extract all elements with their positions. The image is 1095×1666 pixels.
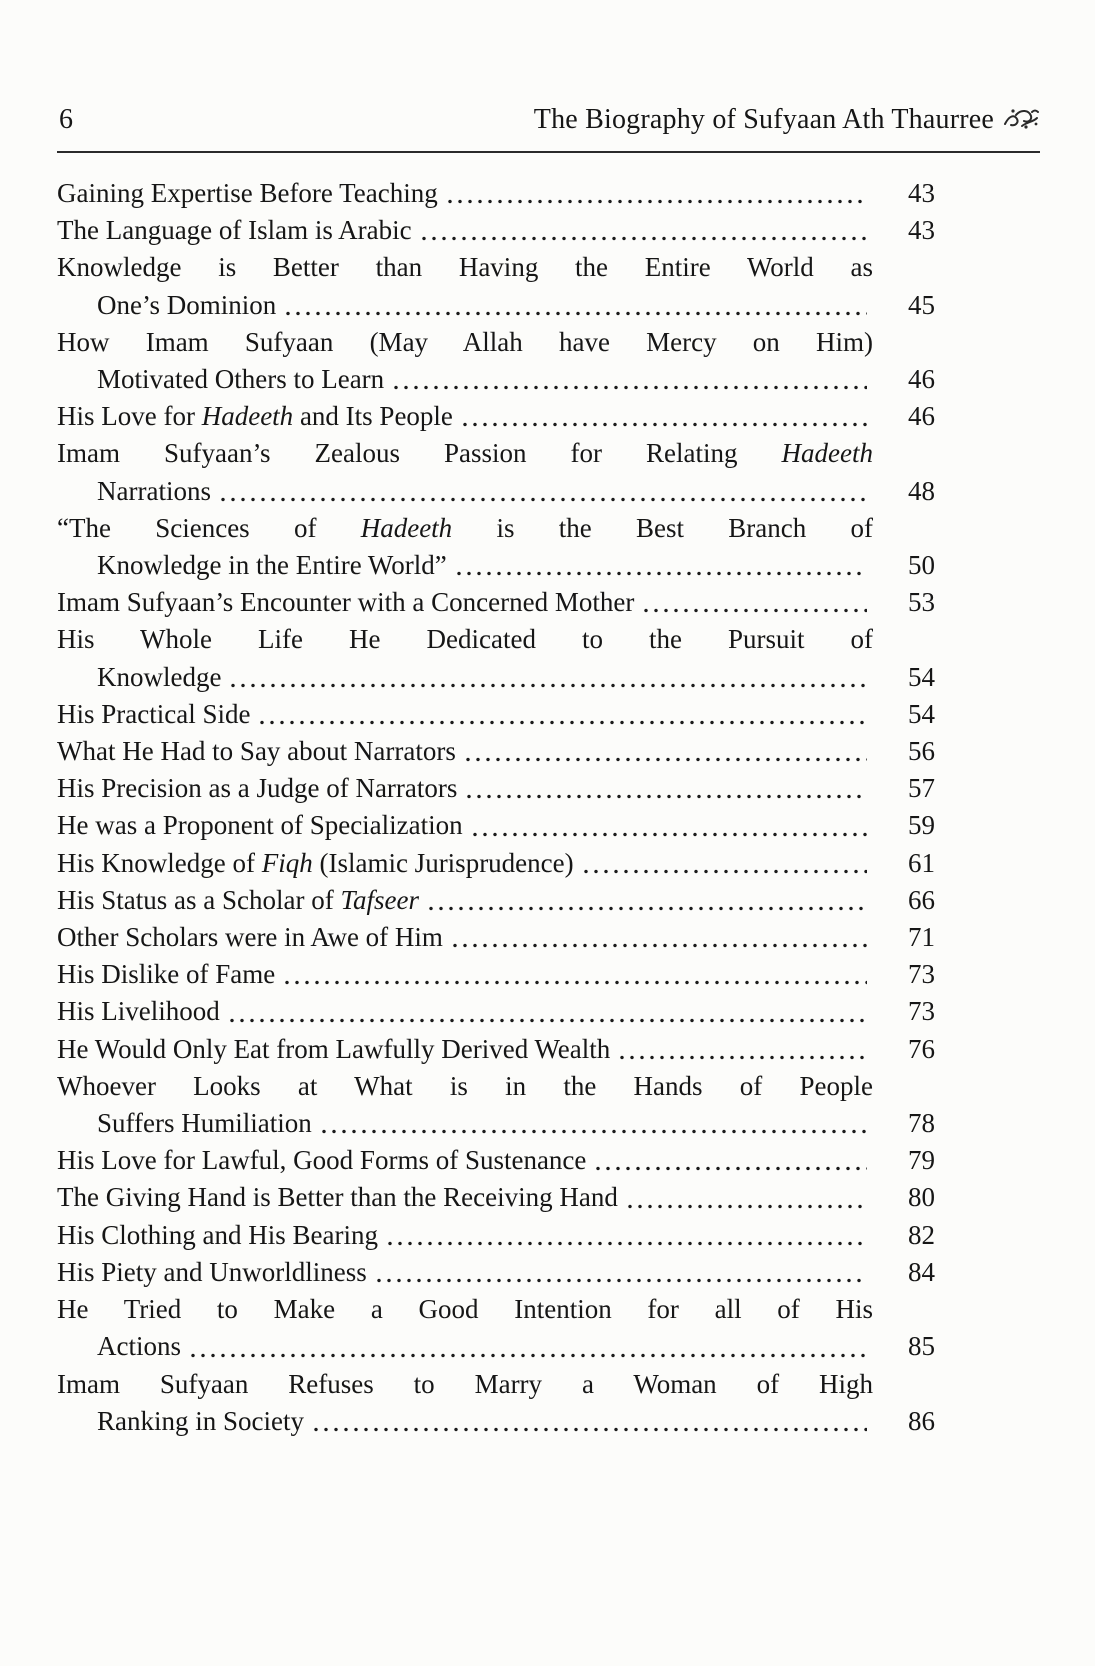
toc-line [57,398,935,435]
toc-entry-title [57,624,873,654]
dot-leader [617,1054,867,1061]
title-text: His Love for Lawful, Good Forms of Sustenance [57,1145,587,1176]
title-text: Imam Sufyaan Refuses to Marry a Woman of High [57,1368,873,1399]
dot-leader [283,310,867,317]
italic-term: Tafseer [340,884,419,915]
dot-leader [319,1128,867,1135]
toc-page-ref: 46 [908,401,935,432]
running-title-text: The Biography of Sufyaan Ath Thaurree [533,104,994,135]
italic-term: Hadeeth [781,438,873,469]
title-text: How Imam Sufyaan (May Allah have Mercy on Him) [57,326,873,357]
dot-leader [593,1165,867,1172]
toc-entry-title [57,212,412,249]
toc-entry [57,1031,935,1068]
toc-page-ref: 84 [908,1256,935,1287]
toc-entry [57,770,935,807]
toc-entry-title [57,956,275,993]
dot-leader [641,607,867,614]
toc-entry-title [57,252,873,282]
dot-leader [445,198,867,205]
toc-page-ref: 79 [908,1145,935,1176]
italic-term: Hadeeth [201,401,294,432]
toc-entry-title [57,993,220,1030]
title-text: His Status as a Scholar of [57,884,341,915]
toc-page-ref: 73 [908,996,935,1027]
toc-entry [57,510,935,584]
toc-entry [57,1179,935,1216]
toc-entry-title [57,919,443,956]
dot-leader [464,793,867,800]
title-text: His Dislike of Fame [57,959,276,990]
toc-entry-title [57,1071,873,1101]
dot-leader [311,1426,867,1433]
title-text: What He Had to Say about Narrators [57,736,456,767]
toc-line [57,473,935,510]
title-text: Imam Sufyaan’s Encounter with a Concerned Mother [57,587,635,618]
dot-leader [463,756,867,763]
toc-page-ref: 85 [908,1331,935,1362]
dot-leader [228,682,867,689]
toc-page-ref: 53 [908,587,935,618]
toc-entry [57,1366,935,1440]
toc-entry-title [57,1179,618,1216]
title-text: The Giving Hand is Better than the Receiving Hand [57,1182,618,1213]
toc-line [57,733,935,770]
toc-entry-title [57,513,873,543]
toc-line [57,212,935,249]
toc-line [57,807,935,844]
toc-page-ref: 43 [908,178,935,208]
toc-line [57,510,873,547]
toc-entry-title [57,733,456,770]
title-text: Motivated Others to Learn [97,364,385,395]
toc-line [57,584,935,621]
toc-line [57,919,935,956]
title-text: One’s Dominion [97,289,277,320]
toc-page-ref: 45 [908,289,935,320]
title-text: Imam Sufyaan’s Zealous Passion for Relating [57,438,782,469]
toc-entry [57,324,935,398]
toc-entry-title [97,473,211,510]
title-text: His Love for [57,401,202,432]
toc-line [57,1217,935,1254]
italic-term: Fiqh [261,847,313,878]
title-text: He Tried to Make a Good Intention for all of His [57,1294,873,1325]
toc-entry [57,919,935,956]
dot-leader [227,1017,867,1024]
toc-entry [57,1291,935,1365]
toc-page-ref: 56 [908,736,935,767]
title-text: Ranking in Society [97,1405,304,1436]
toc-entry-title [57,696,250,733]
toc-entry-title [57,1031,610,1068]
dot-leader [374,1277,867,1284]
title-text: Knowledge is Better than Having the Entire World as [57,252,873,283]
title-text: His Clothing and His Bearing [57,1219,378,1250]
toc-page-ref: 80 [908,1182,935,1213]
toc-entry-title [97,659,221,696]
toc-page-ref: 48 [908,475,935,506]
toc-page-ref: 86 [908,1405,935,1436]
title-text: is the Best Branch of [452,512,873,543]
toc-line [57,287,935,324]
toc-line [57,1031,935,1068]
toc-page-ref: 82 [908,1219,935,1250]
dot-leader [454,570,867,577]
toc-line [57,1328,935,1365]
toc-entry [57,882,935,919]
toc-entry-title [57,1217,378,1254]
toc-line [57,1068,873,1105]
toc-line [57,1142,935,1179]
toc-line [57,956,935,993]
title-text: Knowledge in the Entire World” [97,550,447,581]
toc-entry [57,435,935,509]
title-text: His Whole Life He Dedicated to the Pursuit of [57,624,873,655]
toc-line [57,993,935,1030]
toc-entry-title [57,584,634,621]
toc-line [57,361,935,398]
toc-line [57,659,935,696]
toc-page-ref: 71 [908,922,935,953]
header-rule [57,151,1040,153]
dot-leader [470,831,867,838]
toc-line [57,435,873,472]
title-text: Knowledge [97,661,222,692]
toc-entry-title [57,1254,367,1291]
title-text: His Knowledge of [57,847,262,878]
toc-line [57,1403,935,1440]
page-header [57,104,1040,136]
dot-leader [581,868,867,875]
title-text: His Precision as a Judge of Narrators [57,773,458,804]
dot-leader [385,1240,867,1247]
toc-entry [57,175,935,212]
title-text: Suffers Humiliation [97,1108,312,1139]
toc-page-ref: 43 [908,215,935,246]
toc-line [57,1254,935,1291]
toc-entry [57,584,935,621]
toc-entry-title [57,175,438,212]
toc-line [57,770,935,807]
toc-entry-title [57,327,873,357]
title-text: He Would Only Eat from Lawfully Derived Wealth [57,1033,611,1064]
toc-line [57,621,873,658]
toc-entry-title [57,770,457,807]
toc-page-ref: 57 [908,773,935,804]
title-text: He was a Proponent of Specialization [57,810,463,841]
toc-entry [57,956,935,993]
toc-line [57,1291,873,1328]
title-text: His Piety and Unworldliness [57,1256,367,1287]
toc-entry-title [97,1105,312,1142]
toc-line [57,1179,935,1216]
dot-leader [450,942,867,949]
toc-line [57,845,935,882]
title-text: Other Scholars were in Awe of Him [57,922,443,953]
italic-term: Hadeeth [360,512,453,543]
toc-entry-title [97,1403,304,1440]
toc-entry-title [57,882,419,919]
toc-line [57,175,935,212]
title-text: Actions [97,1331,181,1362]
toc-entry-title [97,361,384,398]
toc-line [57,696,935,733]
toc-entry [57,621,935,695]
toc-page-ref: 46 [908,364,935,395]
toc-entry [57,249,935,323]
toc-entry [57,1068,935,1142]
title-text: His Livelihood [57,996,220,1027]
title-text: His Practical Side [57,698,251,729]
toc-page-ref: 59 [908,810,935,841]
toc-entry [57,696,935,733]
dot-leader [419,235,867,242]
toc-entry-title [97,1328,181,1365]
toc-entry-title [57,1142,586,1179]
toc-entry [57,733,935,770]
toc-entry [57,398,935,435]
running-title [534,104,1040,136]
toc-entry [57,993,935,1030]
title-text: The Language of Islam is Arabic [57,215,412,246]
title-text: (Islamic Jurisprudence) [312,847,574,878]
arabic-honorific-icon [1002,106,1040,132]
toc-entry-title [57,1369,873,1399]
toc-line [57,1366,873,1403]
title-text: Whoever Looks at What is in the Hands of People [57,1070,873,1101]
toc-line [57,882,935,919]
toc-entry-title [57,845,574,882]
toc-line [57,1105,935,1142]
toc-page-ref: 54 [908,661,935,692]
title-text: and Its People [293,401,453,432]
toc-page-ref: 73 [908,959,935,990]
toc-page-ref: 66 [908,884,935,915]
toc-entry [57,807,935,844]
toc-entry [57,1142,935,1179]
title-text: Narrations [97,475,211,506]
dot-leader [257,719,867,726]
dot-leader [460,421,867,428]
title-text: Gaining Expertise Before Teaching [57,178,438,208]
toc-page-ref: 54 [908,698,935,729]
dot-leader [282,979,867,986]
dot-leader [625,1203,867,1210]
toc-entry-title [97,287,276,324]
toc-entry-title [57,398,453,435]
dot-leader [426,905,867,912]
toc-entry-title [57,438,873,468]
title-text: “The Sciences of [57,512,361,543]
toc-page-ref: 50 [908,550,935,581]
toc-page-ref: 61 [908,847,935,878]
toc-entry-title [57,807,463,844]
dot-leader [188,1352,867,1359]
toc-page-ref: 78 [908,1108,935,1139]
toc-entry [57,212,935,249]
toc-line [57,249,873,286]
toc-entry [57,1217,935,1254]
toc-line [57,547,935,584]
toc-line [57,324,873,361]
toc-entry-title [97,547,447,584]
toc-entry [57,1254,935,1291]
toc-entry [57,845,935,882]
table-of-contents [57,175,935,1440]
toc-entry-title [57,1294,873,1324]
toc-page-ref: 76 [908,1033,935,1064]
dot-leader [391,384,867,391]
dot-leader [218,496,867,503]
folio-page-number: 6 [59,104,73,135]
